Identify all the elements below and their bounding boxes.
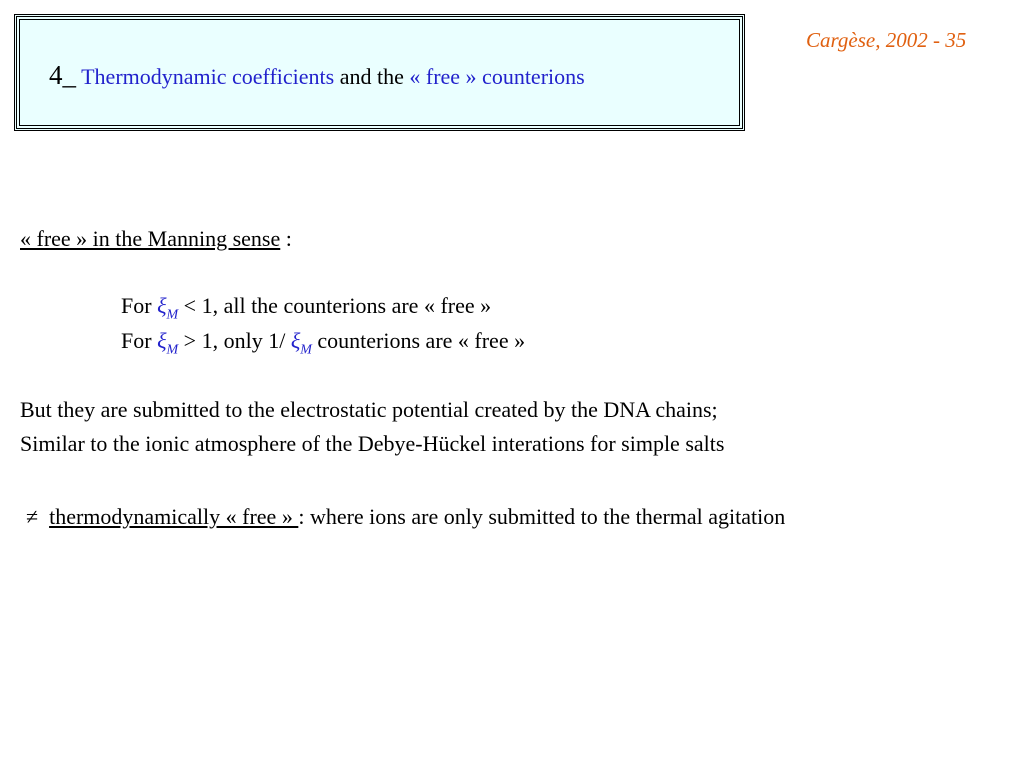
manning-heading: « free » in the Manning sense (20, 226, 281, 251)
title-connector: and the (339, 64, 404, 89)
line1-prefix: For (121, 293, 152, 318)
slide-footer: Cargèse, 2002 - 35 (806, 28, 967, 52)
manning-heading-suffix: : (280, 226, 292, 251)
title-box (14, 14, 745, 131)
not-equal-symbol: ≠ (26, 504, 39, 529)
xi-symbol: $\xi_M$ (157, 328, 179, 358)
xi-symbol: $\xi_M$ (290, 328, 312, 358)
thermo-rest: : where ions are only submitted to the thermal agitation (298, 504, 786, 529)
title-number: 4_ (49, 60, 76, 90)
title-part1: Thermodynamic coefficients (81, 64, 335, 89)
paragraph-line-2: Similar to the ionic atmosphere of the Debye-Hückel interations for simple salts (20, 431, 725, 456)
manning-line-1 (121, 293, 491, 323)
line2-prefix: For (121, 328, 152, 353)
line2-rest: counterions are « free » (317, 328, 526, 353)
thermo-line (26, 504, 785, 530)
thermo-term: thermodynamically « free » (49, 504, 299, 529)
manning-line-2 (121, 328, 525, 358)
line1-operator: < (183, 293, 197, 318)
manning-heading-line (20, 226, 292, 252)
line2-middle: 1, only 1/ (201, 328, 286, 353)
xi-symbol: $\xi_M$ (157, 293, 179, 323)
line1-rest: 1, all the counterions are « free » (201, 293, 492, 318)
line2-operator: > (183, 328, 197, 353)
title-part2: « free » counterions (409, 64, 585, 89)
slide-title (49, 60, 585, 91)
paragraph-line-1: But they are submitted to the electrostatic potential created by the DNA chains; (20, 397, 718, 422)
